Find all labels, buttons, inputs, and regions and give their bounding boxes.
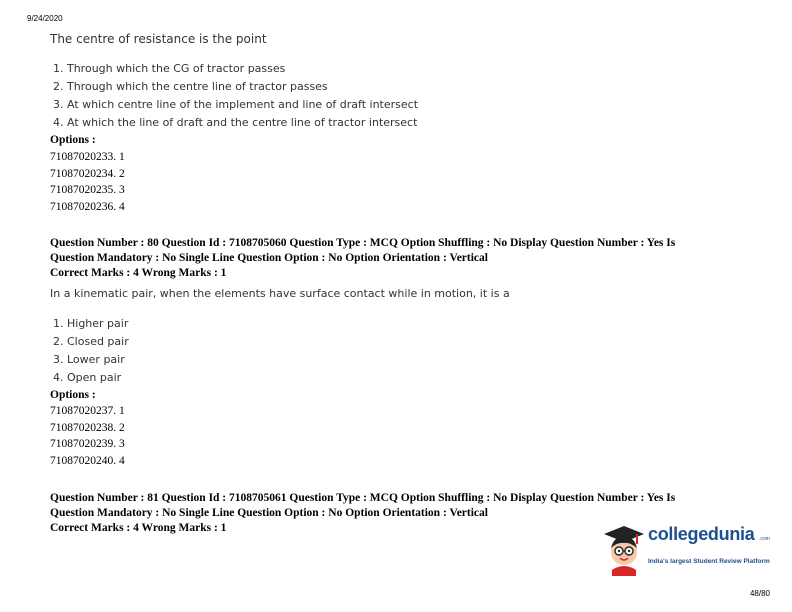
collegedunia-logo <box>600 520 775 576</box>
question-79-option-id-4: 71087020236. 4 <box>50 201 125 213</box>
page-number: 48/80 <box>749 589 770 598</box>
question-80-choice-1: 1. Higher pair <box>53 317 129 330</box>
question-80-meta-line-2: Question Mandatory : No Single Line Question Option : No Option Orientation : Vertical <box>50 252 488 264</box>
question-80-choice-3: 3. Lower pair <box>53 353 125 366</box>
question-79-choice-2: 2. Through which the centre line of tractor passes <box>53 80 328 93</box>
question-80-meta-line-1: Question Number : 80 Question Id : 7108705060 Question Type : MCQ Option Shuffling : No Display Question Number : Yes Is <box>50 237 676 249</box>
question-81-marks: Correct Marks : 4 Wrong Marks : 1 <box>50 522 227 534</box>
question-80-option-id-2: 71087020238. 2 <box>50 422 125 434</box>
question-79-choice-1: 1. Through which the CG of tractor passes <box>53 62 286 75</box>
question-79-options-label: Options : <box>50 134 96 146</box>
question-80-text: In a kinematic pair, when the elements have surface contact while in motion, it is a <box>50 287 510 300</box>
question-80-options-label: Options : <box>50 389 96 401</box>
question-79-option-id-2: 71087020234. 2 <box>50 168 125 180</box>
question-81-meta-line-1: Question Number : 81 Question Id : 7108705061 Question Type : MCQ Option Shuffling : No Display Question Number : Yes Is <box>50 492 676 504</box>
question-79-choice-3: 3. At which centre line of the implement and line of draft intersect <box>53 98 419 111</box>
question-80-option-id-3: 71087020239. 3 <box>50 438 125 450</box>
question-80-option-id-4: 71087020240. 4 <box>50 455 125 467</box>
logo-tagline: India's largest Student Review Platform <box>648 558 770 565</box>
question-80-marks: Correct Marks : 4 Wrong Marks : 1 <box>50 267 227 279</box>
question-80-choice-2: 2. Closed pair <box>53 335 129 348</box>
question-79-option-id-3: 71087020235. 3 <box>50 184 125 196</box>
question-81-meta-line-2: Question Mandatory : No Single Line Question Option : No Option Orientation : Vertical <box>50 507 488 519</box>
question-79-text: The centre of resistance is the point <box>50 32 267 46</box>
question-79-choice-4: 4. At which the line of draft and the centre line of tractor intersect <box>53 116 418 129</box>
student-mascot-icon <box>600 520 648 576</box>
print-date: 9/24/2020 <box>27 14 63 23</box>
logo-wordmark: collegedunia <box>648 524 755 544</box>
question-80-option-id-1: 71087020237. 1 <box>50 405 125 417</box>
question-80-choice-4: 4. Open pair <box>53 371 122 384</box>
logo-tld: .com <box>759 536 770 542</box>
question-79-option-id-1: 71087020233. 1 <box>50 151 125 163</box>
